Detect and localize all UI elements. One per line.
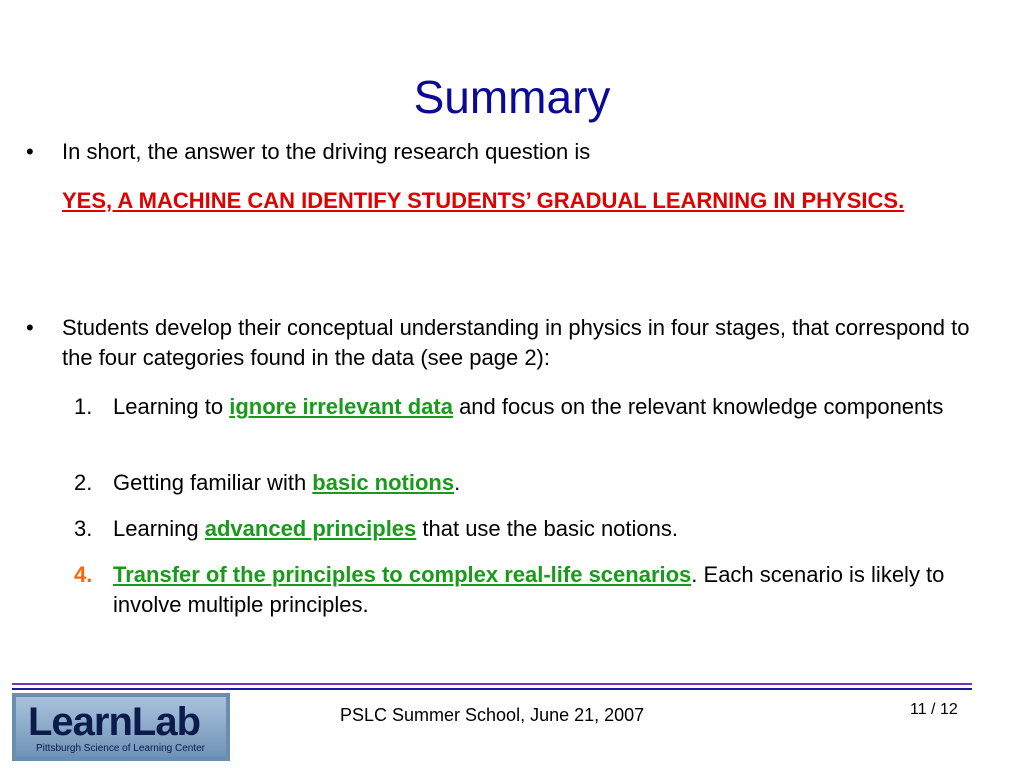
stage-text	[113, 468, 1003, 498]
learnlab-logo	[12, 693, 230, 761]
stage-highlight: Transfer of the principles to complex real-life scenarios	[113, 562, 692, 587]
stage-number: 3.	[74, 516, 93, 541]
footer-divider-purple	[12, 683, 972, 685]
stage-text-pre: Learning to	[113, 394, 230, 419]
stage-text	[113, 392, 1003, 422]
stage-text-post: . Each scenario is likely to involve multiple principles.	[113, 562, 945, 617]
stage-text-pre: Learning	[113, 516, 205, 541]
logo-background	[16, 697, 226, 757]
logo-wordmark: LearnLab	[28, 700, 201, 744]
stage-text-post: .	[454, 470, 461, 495]
stage-text-post: and focus on the relevant knowledge components	[452, 394, 944, 419]
stage-text	[113, 560, 1003, 620]
bullet-symbol: •	[26, 315, 34, 340]
footer-divider-blue	[12, 688, 972, 690]
answer-statement: YES, A MACHINE CAN IDENTIFY STUDENTS’ GRADUAL LEARNING IN PHYSICS.	[62, 188, 905, 213]
bullet-stages-intro: Students develop their conceptual understanding in physics in four stages, that correspond to the four categories found in the data (see page 2):	[62, 315, 970, 370]
stage-number: 2.	[74, 470, 93, 495]
slide-title: Summary	[413, 71, 611, 123]
stage-text-post: that use the basic notions.	[416, 516, 679, 541]
stage-text	[113, 514, 1003, 544]
stage-text-pre: Getting familiar with	[113, 470, 313, 495]
bullet-symbol: •	[26, 139, 34, 164]
bullet-research-question: In short, the answer to the driving research question is	[62, 139, 591, 164]
logo-subtitle: Pittsburgh Science of Learning Center	[36, 743, 205, 754]
stage-highlight: advanced principles	[204, 516, 417, 541]
stage-highlight: basic notions	[312, 470, 455, 495]
stage-highlight: ignore irrelevant data	[229, 394, 453, 419]
stage-number: 4.	[74, 562, 93, 587]
footer-event-text: PSLC Summer School, June 21, 2007	[340, 705, 645, 725]
page-number: 11 / 12	[910, 701, 958, 718]
stage-number: 1.	[74, 394, 93, 419]
